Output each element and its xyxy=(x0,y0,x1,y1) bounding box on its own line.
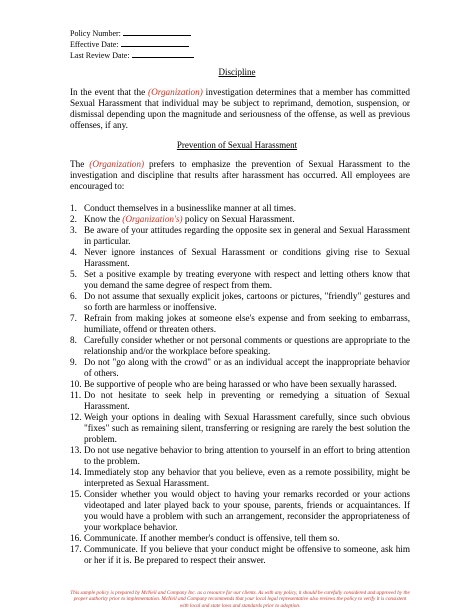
list-item-text: Be supportive of people who are being harassed or who have been sexually harassed. xyxy=(84,379,397,389)
list-item-text: Communicate. If another member's conduct is offensive, tell them so. xyxy=(84,533,340,543)
list-item xyxy=(70,533,410,544)
list-item xyxy=(70,357,410,379)
effective-date-label: Effective Date: xyxy=(70,40,119,49)
footer-disclaimer: This sample policy is prepared by McNeil and Company Inc. as a resource for our clients. As with any policy, it should be carefully considered and approved by the proper authority prior to implementation. McNeil and Company recommends that your local legal representative also reviews the policy to verify it is consistent with local and state laws and standards prior to adoption. xyxy=(70,590,410,609)
organization-placeholder: (Organization) xyxy=(148,87,203,97)
list-item-text: Immediately stop any behavior that you believe, even as a remote possibility, might be interpreted as Sexual Harassment. xyxy=(84,467,410,488)
list-item xyxy=(70,291,410,313)
list-item-text: Do not use negative behavior to bring attention to yourself in an effort to bring attention to the problem. xyxy=(84,445,410,466)
list-item-number: 7. xyxy=(70,313,77,323)
list-item-text: Be aware of your attitudes regarding the opposite sex in general and Sexual Harassment in particular. xyxy=(84,225,410,246)
list-item-number: 3. xyxy=(70,225,77,235)
policy-number-blank xyxy=(123,28,191,36)
list-item-number: 16. xyxy=(70,533,82,543)
list-item-text-start: Know the xyxy=(84,214,120,224)
organization-placeholder: (Organization's) xyxy=(122,214,183,224)
list-item-number: 14. xyxy=(70,467,82,477)
list-item-number: 17. xyxy=(70,544,82,554)
list-item-number: 13. xyxy=(70,445,82,455)
list-item xyxy=(70,544,410,566)
prevention-text-start: The xyxy=(70,159,85,169)
prevention-title: Prevention of Sexual Harassment xyxy=(176,140,298,150)
list-item xyxy=(70,203,410,214)
discipline-text-start: In the event that the xyxy=(70,87,146,97)
list-item xyxy=(70,445,410,467)
list-item-text: Carefully consider whether or not personal comments or questions are appropriate to the relationship and/or the workplace before speaking. xyxy=(84,335,410,356)
list-item xyxy=(70,214,410,225)
organization-placeholder: (Organization) xyxy=(89,159,145,169)
list-item-number: 5. xyxy=(70,269,77,279)
discipline-text-end: investigation determines that a member has committed Sexual Harassment that individual may be subject to reprimand, demotion, suspension, or dismissal depending upon the magnitude and seriousness of the offense, as well as previous offenses, if any. xyxy=(70,87,411,130)
list-item xyxy=(70,489,410,533)
policy-number-label: Policy Number: xyxy=(70,29,121,38)
list-item-text: Set a positive example by treating everyone with respect and letting others know that you demand the same degree of respect from them. xyxy=(84,269,410,290)
list-item-number: 1. xyxy=(70,203,77,213)
list-item xyxy=(70,335,410,357)
list-item xyxy=(70,225,410,247)
effective-date-row xyxy=(70,39,194,50)
prevention-text-end: prefers to emphasize the prevention of Sexual Harassment to the investigation and discipline that results after harassment has occurred. All employees are encouraged to: xyxy=(70,159,411,191)
list-item-text: Do not hesitate to seek help in preventing or remedying a situation of Sexual Harassment. xyxy=(84,390,410,411)
list-item-number: 2. xyxy=(70,214,77,224)
policy-number-row xyxy=(70,28,194,39)
list-item xyxy=(70,247,410,269)
list-item xyxy=(70,269,410,291)
list-item-number: 8. xyxy=(70,335,77,345)
list-item-text: Refrain from making jokes at someone else's expense and from seeking to embarrass, humiliate, offend or threaten others. xyxy=(84,313,410,334)
list-item-number: 4. xyxy=(70,247,77,257)
list-item-text: Conduct themselves in a businesslike manner at all times. xyxy=(84,203,297,213)
list-item-number: 10. xyxy=(70,379,82,389)
list-item-number: 15. xyxy=(70,489,82,499)
list-item-text: Communicate. If you believe that your conduct might be offensive to someone, ask him or her if it is. Be prepared to respect their answer. xyxy=(84,544,410,565)
guideline-list xyxy=(70,203,410,566)
list-item-number: 11. xyxy=(70,390,82,400)
list-item xyxy=(70,467,410,489)
list-item xyxy=(70,412,410,445)
last-review-blank xyxy=(132,50,194,58)
discipline-paragraph xyxy=(70,87,410,131)
prevention-paragraph xyxy=(70,159,410,192)
last-review-row xyxy=(70,50,194,61)
list-item-text: policy on Sexual Harassment. xyxy=(184,214,295,224)
list-item xyxy=(70,313,410,335)
list-item-number: 12. xyxy=(70,412,82,422)
discipline-title: Discipline xyxy=(218,67,256,77)
list-item xyxy=(70,379,410,390)
list-item-text: Do not assume that sexually explicit jokes, cartoons or pictures, "friendly" gestures and so forth are harmless or inoffensive. xyxy=(84,291,410,312)
policy-header xyxy=(70,28,194,61)
effective-date-blank xyxy=(121,39,189,47)
last-review-label: Last Review Date: xyxy=(70,51,130,60)
list-item-text: Consider whether you would object to having your remarks recorded or your actions videotaped and later played back to your spouse, parents, friends or acquaintances. If you would have a problem with such an arrangement, reconsider the appropriateness of your workplace behavior. xyxy=(84,489,410,532)
list-item-number: 6. xyxy=(70,291,77,301)
list-item-text: Do not "go along with the crowd" or as an individual accept the inappropriate behavior of others. xyxy=(84,357,410,378)
list-item-text: Weigh your options in dealing with Sexual Harassment carefully, since such obvious "fixes" such as remaining silent, transferring or resigning are rarely the best solution the problem. xyxy=(84,412,410,444)
list-item-number: 9. xyxy=(70,357,77,367)
list-item-text: Never ignore instances of Sexual Harassment or conditions giving rise to Sexual Harassment. xyxy=(84,247,410,268)
list-item xyxy=(70,390,410,412)
